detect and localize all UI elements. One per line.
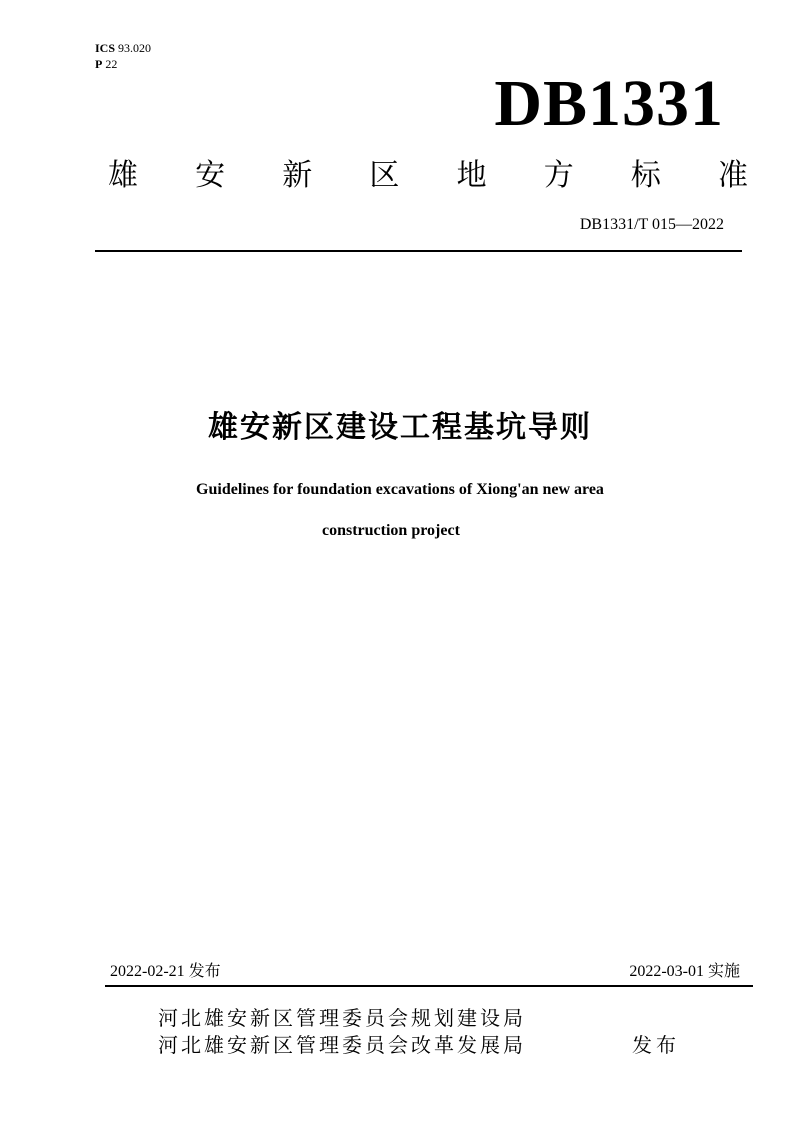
p-code	[95, 56, 151, 72]
ics-code	[95, 40, 151, 56]
title-english-line2: construction project	[322, 522, 460, 539]
title-english-line1: Guidelines for foundation excavations of Xiong'an new area	[196, 481, 604, 498]
standard-type-char: 准	[717, 158, 748, 193]
standard-number: DB1331/T 015—2022	[579, 216, 724, 233]
title-chinese: 雄安新区建设工程基坑导则	[208, 410, 592, 445]
standard-type	[108, 156, 748, 196]
publish-label: 发布	[632, 1033, 680, 1057]
ics-value: 93.020	[118, 41, 152, 55]
standard-type-char: 区	[369, 158, 400, 193]
issuer-1: 河北雄安新区管理委员会规划建设局	[158, 1006, 526, 1030]
standard-type-char: 地	[456, 158, 487, 193]
standard-type-char: 方	[543, 158, 574, 193]
top-divider	[95, 250, 742, 252]
classification-codes	[95, 40, 151, 72]
standard-type-char: 新	[282, 158, 313, 193]
bottom-divider	[105, 985, 753, 987]
implementation-date: 2022-03-01 实施	[629, 963, 740, 980]
issuer-2: 河北雄安新区管理委员会改革发展局	[158, 1033, 526, 1057]
issue-date: 2022-02-21 发布	[110, 963, 221, 980]
p-label: P	[95, 57, 103, 71]
issuers	[158, 1005, 526, 1059]
p-value: 22	[105, 57, 118, 71]
standard-type-char: 标	[630, 158, 661, 193]
standard-type-char: 安	[195, 158, 226, 193]
ics-label: ICS	[95, 41, 116, 55]
standard-code: DB1331	[494, 67, 724, 140]
standard-type-char: 雄	[108, 158, 138, 193]
